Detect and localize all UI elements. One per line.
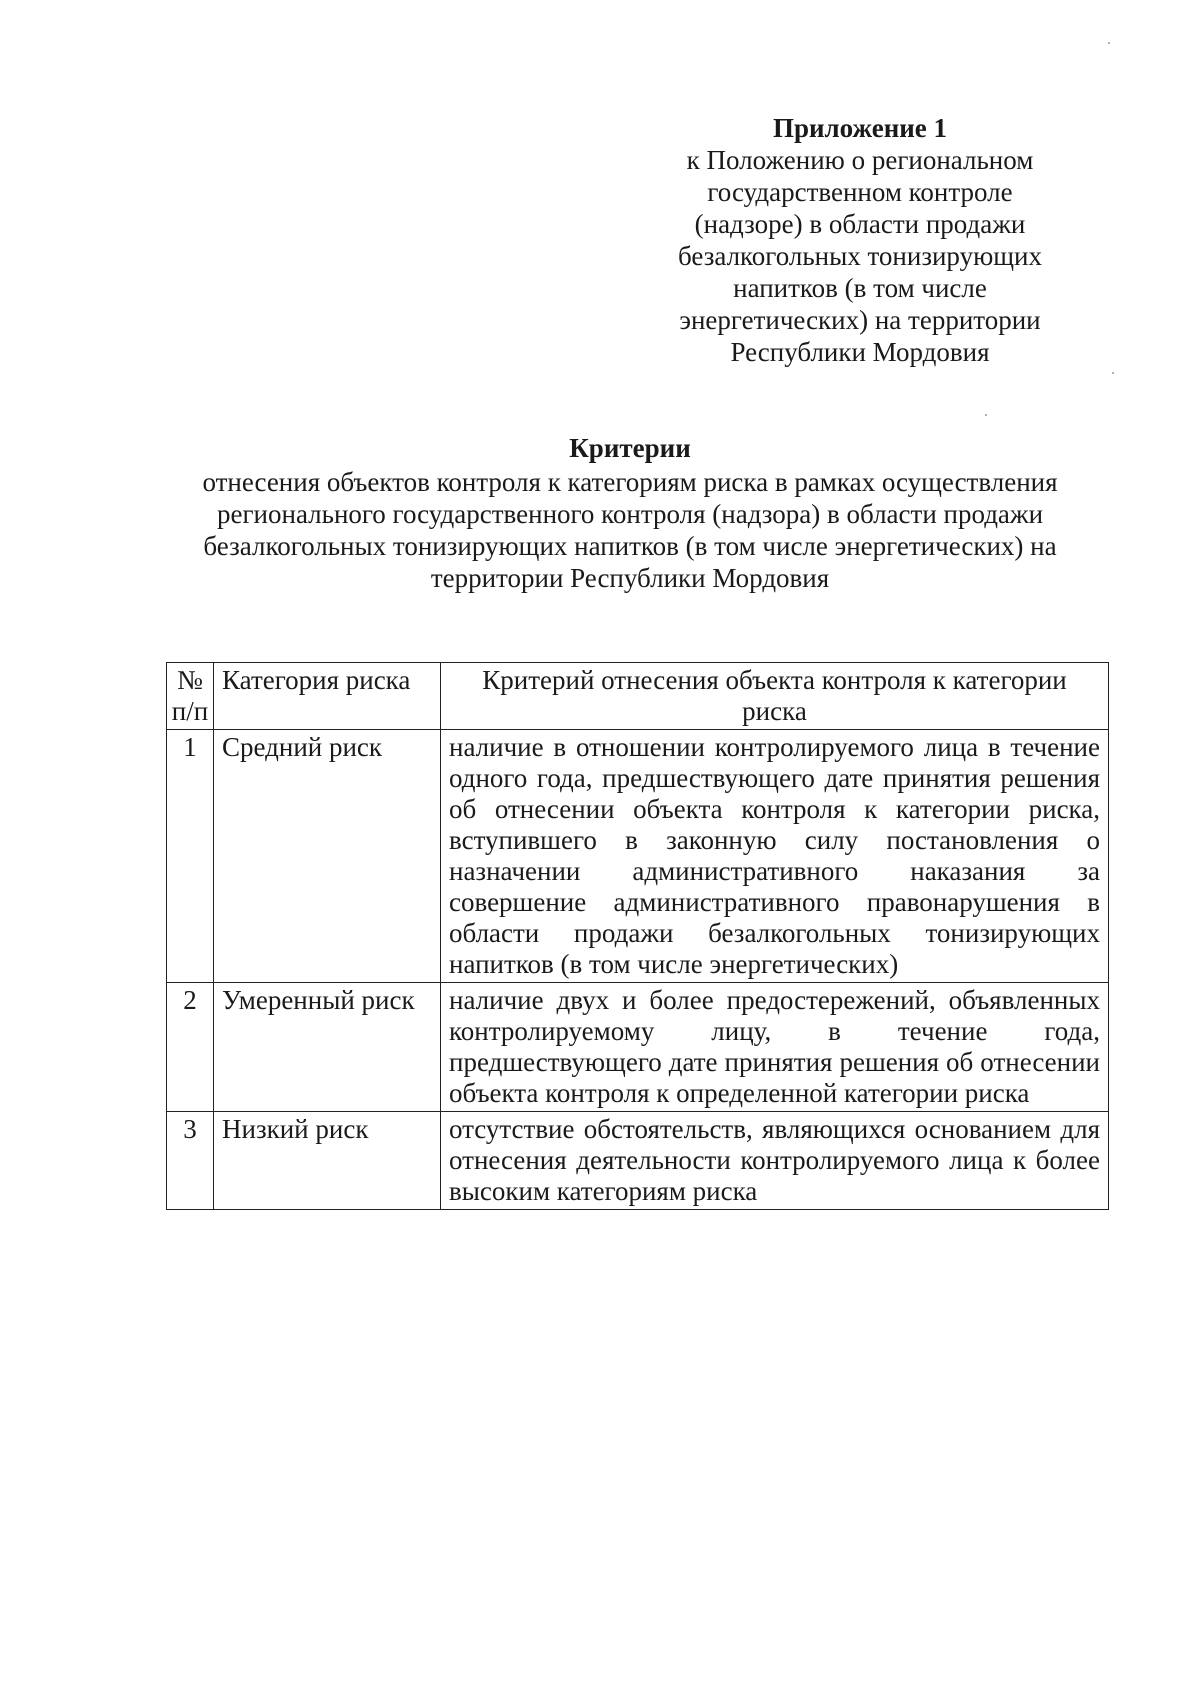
- appendix-header: [640, 112, 1080, 368]
- risk-criteria-table: [166, 662, 1109, 1210]
- table-row: [167, 1112, 1109, 1210]
- appendix-line: Республики Мордовия: [730, 337, 990, 367]
- criteria-subtitle-line: безалкогольных тонизирующих напитков (в том числе энергетических) на: [203, 531, 1057, 561]
- scan-speck: [1108, 42, 1110, 44]
- criteria-subtitle-line: регионального государственного контроля (надзора) в области продажи: [216, 499, 1044, 529]
- appendix-line: (надзоре) в области продажи: [694, 209, 1026, 239]
- appendix-line: государственном контроле: [707, 177, 1013, 207]
- row-criterion: наличие в отношении контролируемого лица в течение одного года, предшествующего дате принятия решения об отнесении объекта контроля к категории риска, вступившего в законную силу постановления о назначении административного наказания за совершение административного правонарушения в области продажи безалкогольных тонизирующих напитков (в том числе энергетических): [441, 730, 1109, 983]
- criteria-heading: [150, 432, 1110, 594]
- table-row: [167, 983, 1109, 1112]
- criteria-subtitle-line: отнесения объектов контроля к категориям риска в рамках осуществления: [202, 467, 1058, 497]
- scan-speck: [985, 414, 987, 416]
- header-criterion: Критерий отнесения объекта контроля к категории риска: [441, 663, 1109, 730]
- header-number: № п/п: [167, 663, 214, 730]
- row-criterion: наличие двух и более предостережений, объявленных контролируемому лицу, в течение года, предшествующего дате принятия решения об отнесении объекта контроля к определенной категории риска: [441, 983, 1109, 1112]
- appendix-title: Приложение 1: [772, 113, 948, 143]
- appendix-line: к Положению о региональном: [686, 145, 1034, 175]
- criteria-subtitle-line: территории Республики Мордовия: [430, 563, 830, 593]
- row-category: Средний риск: [214, 730, 441, 983]
- scan-speck: [1112, 372, 1114, 374]
- row-number: 2: [167, 983, 214, 1112]
- criteria-title: Критерии: [569, 433, 691, 463]
- row-criterion: отсутствие обстоятельств, являющихся основанием для отнесения деятельности контролируемого лица к более высоким категориям риска: [441, 1112, 1109, 1210]
- appendix-line: безалкогольных тонизирующих: [678, 241, 1042, 271]
- table-header-row: [167, 663, 1109, 730]
- row-category: Низкий риск: [214, 1112, 441, 1210]
- appendix-line: энергетических) на территории: [679, 305, 1041, 335]
- header-category: Категория риска: [214, 663, 441, 730]
- row-number: 3: [167, 1112, 214, 1210]
- appendix-line: напитков (в том числе: [733, 273, 987, 303]
- table-row: [167, 730, 1109, 983]
- row-number: 1: [167, 730, 214, 983]
- row-category: Умеренный риск: [214, 983, 441, 1112]
